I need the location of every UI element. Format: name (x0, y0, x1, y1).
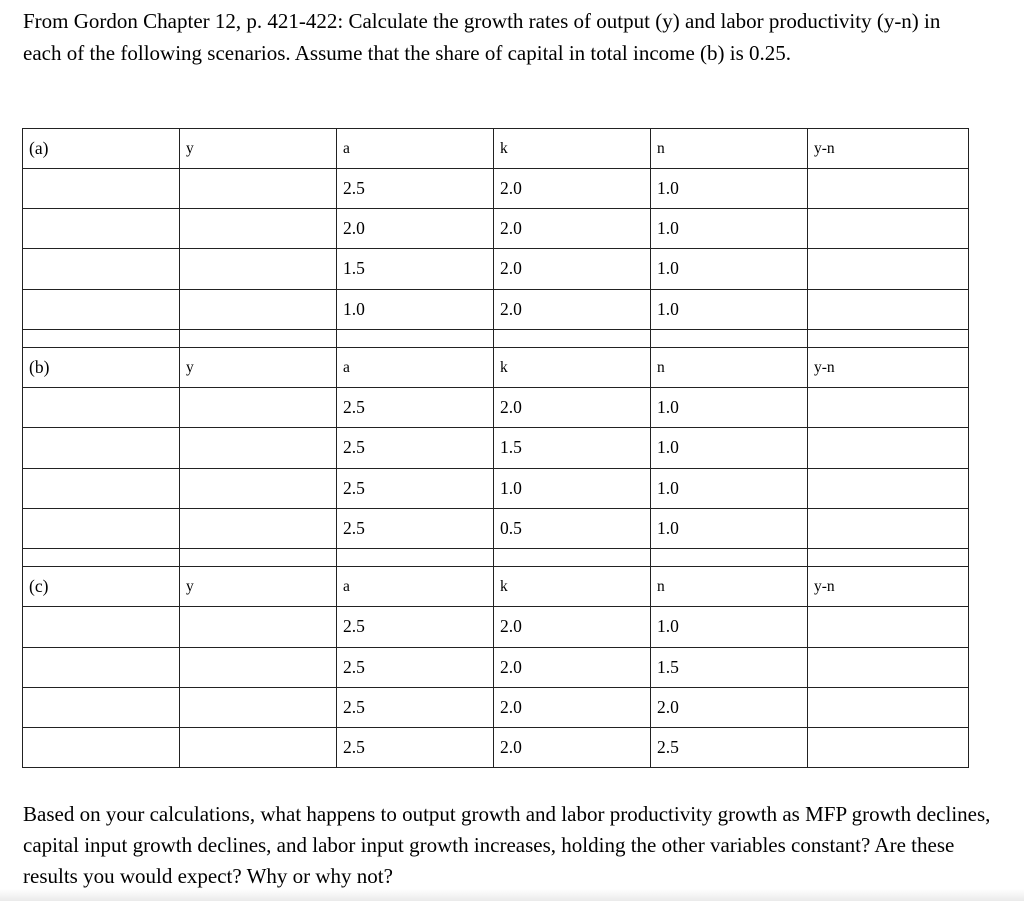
table-row (23, 209, 969, 249)
column-header-k: k (494, 567, 651, 607)
section-header-row (23, 348, 969, 388)
k-cell: 0.5 (494, 508, 651, 548)
y-cell (180, 209, 337, 249)
k-cell: 1.5 (494, 428, 651, 468)
table-row (23, 169, 969, 209)
label-cell (23, 687, 180, 727)
y-n-cell (808, 468, 969, 508)
separator-cell (494, 548, 651, 567)
n-cell: 1.0 (651, 209, 808, 249)
column-header-y: y (180, 129, 337, 169)
n-cell: 1.5 (651, 647, 808, 687)
intro-paragraph: From Gordon Chapter 12, p. 421-422: Calculate the growth rates of output (y) and labor productivity (y-n) in each of the following scenarios. Assume that the share of capital in total income (b) is 0.25. (23, 9, 941, 65)
y-cell (180, 169, 337, 209)
a-cell: 2.5 (337, 468, 494, 508)
k-cell: 1.0 (494, 468, 651, 508)
column-header-y-n: y-n (808, 348, 969, 388)
separator-cell (180, 548, 337, 567)
label-cell (23, 607, 180, 647)
column-header-y: y (180, 348, 337, 388)
n-cell: 1.0 (651, 289, 808, 329)
a-cell: 2.5 (337, 607, 494, 647)
section-separator-row (23, 329, 969, 348)
y-cell (180, 289, 337, 329)
column-header-n: n (651, 348, 808, 388)
k-cell: 2.0 (494, 289, 651, 329)
y-n-cell (808, 249, 969, 289)
y-n-cell (808, 727, 969, 767)
table-row (23, 607, 969, 647)
column-header-n: n (651, 567, 808, 607)
k-cell: 2.0 (494, 687, 651, 727)
table-row (23, 508, 969, 548)
y-cell (180, 647, 337, 687)
a-cell: 1.0 (337, 289, 494, 329)
label-cell (23, 428, 180, 468)
n-cell: 1.0 (651, 607, 808, 647)
y-cell (180, 727, 337, 767)
separator-cell (808, 548, 969, 567)
a-cell: 2.0 (337, 209, 494, 249)
y-cell (180, 388, 337, 428)
n-cell: 2.5 (651, 727, 808, 767)
table-row (23, 647, 969, 687)
question-paragraph: Based on your calculations, what happens to output growth and labor productivity growth as MFP growth declines, capital input growth declines, and labor input growth increases, holding the other variables constant? Are these results you would expect? Why or why not? (23, 802, 991, 888)
column-header-y-n: y-n (808, 129, 969, 169)
y-n-cell (808, 508, 969, 548)
separator-cell (23, 329, 180, 348)
y-cell (180, 607, 337, 647)
k-cell: 2.0 (494, 169, 651, 209)
section-separator-row (23, 548, 969, 567)
label-cell (23, 727, 180, 767)
y-n-cell (808, 687, 969, 727)
a-cell: 2.5 (337, 647, 494, 687)
y-n-cell (808, 388, 969, 428)
separator-cell (651, 548, 808, 567)
label-cell (23, 647, 180, 687)
table-row (23, 468, 969, 508)
y-n-cell (808, 428, 969, 468)
y-n-cell (808, 209, 969, 249)
section-label: (b) (23, 348, 180, 388)
table-row (23, 289, 969, 329)
a-cell: 2.5 (337, 727, 494, 767)
table-row (23, 687, 969, 727)
a-cell: 2.5 (337, 428, 494, 468)
y-cell (180, 428, 337, 468)
k-cell: 2.0 (494, 647, 651, 687)
column-header-a: a (337, 348, 494, 388)
label-cell (23, 169, 180, 209)
column-header-a: a (337, 129, 494, 169)
column-header-y: y (180, 567, 337, 607)
a-cell: 2.5 (337, 388, 494, 428)
separator-cell (337, 548, 494, 567)
column-header-n: n (651, 129, 808, 169)
bottom-fade (0, 889, 1024, 901)
label-cell (23, 388, 180, 428)
y-cell (180, 468, 337, 508)
section-label: (c) (23, 567, 180, 607)
k-cell: 2.0 (494, 388, 651, 428)
section-header-row (23, 129, 969, 169)
n-cell: 2.0 (651, 687, 808, 727)
section-label: (a) (23, 129, 180, 169)
separator-cell (808, 329, 969, 348)
n-cell: 1.0 (651, 388, 808, 428)
y-n-cell (808, 289, 969, 329)
n-cell: 1.0 (651, 508, 808, 548)
table-row (23, 249, 969, 289)
y-cell (180, 249, 337, 289)
k-cell: 2.0 (494, 607, 651, 647)
section-header-row (23, 567, 969, 607)
separator-cell (651, 329, 808, 348)
y-cell (180, 508, 337, 548)
label-cell (23, 289, 180, 329)
n-cell: 1.0 (651, 468, 808, 508)
label-cell (23, 468, 180, 508)
a-cell: 2.5 (337, 508, 494, 548)
k-cell: 2.0 (494, 727, 651, 767)
label-cell (23, 209, 180, 249)
a-cell: 2.5 (337, 169, 494, 209)
table-row (23, 428, 969, 468)
column-header-k: k (494, 129, 651, 169)
y-n-cell (808, 169, 969, 209)
y-cell (180, 687, 337, 727)
separator-cell (180, 329, 337, 348)
label-cell (23, 508, 180, 548)
separator-cell (494, 329, 651, 348)
growth-table (22, 128, 969, 768)
column-header-y-n: y-n (808, 567, 969, 607)
table-row (23, 388, 969, 428)
column-header-k: k (494, 348, 651, 388)
n-cell: 1.0 (651, 249, 808, 289)
k-cell: 2.0 (494, 249, 651, 289)
y-n-cell (808, 607, 969, 647)
n-cell: 1.0 (651, 169, 808, 209)
label-cell (23, 249, 180, 289)
separator-cell (337, 329, 494, 348)
y-n-cell (808, 647, 969, 687)
a-cell: 2.5 (337, 687, 494, 727)
table-row (23, 727, 969, 767)
k-cell: 2.0 (494, 209, 651, 249)
n-cell: 1.0 (651, 428, 808, 468)
separator-cell (23, 548, 180, 567)
column-header-a: a (337, 567, 494, 607)
a-cell: 1.5 (337, 249, 494, 289)
